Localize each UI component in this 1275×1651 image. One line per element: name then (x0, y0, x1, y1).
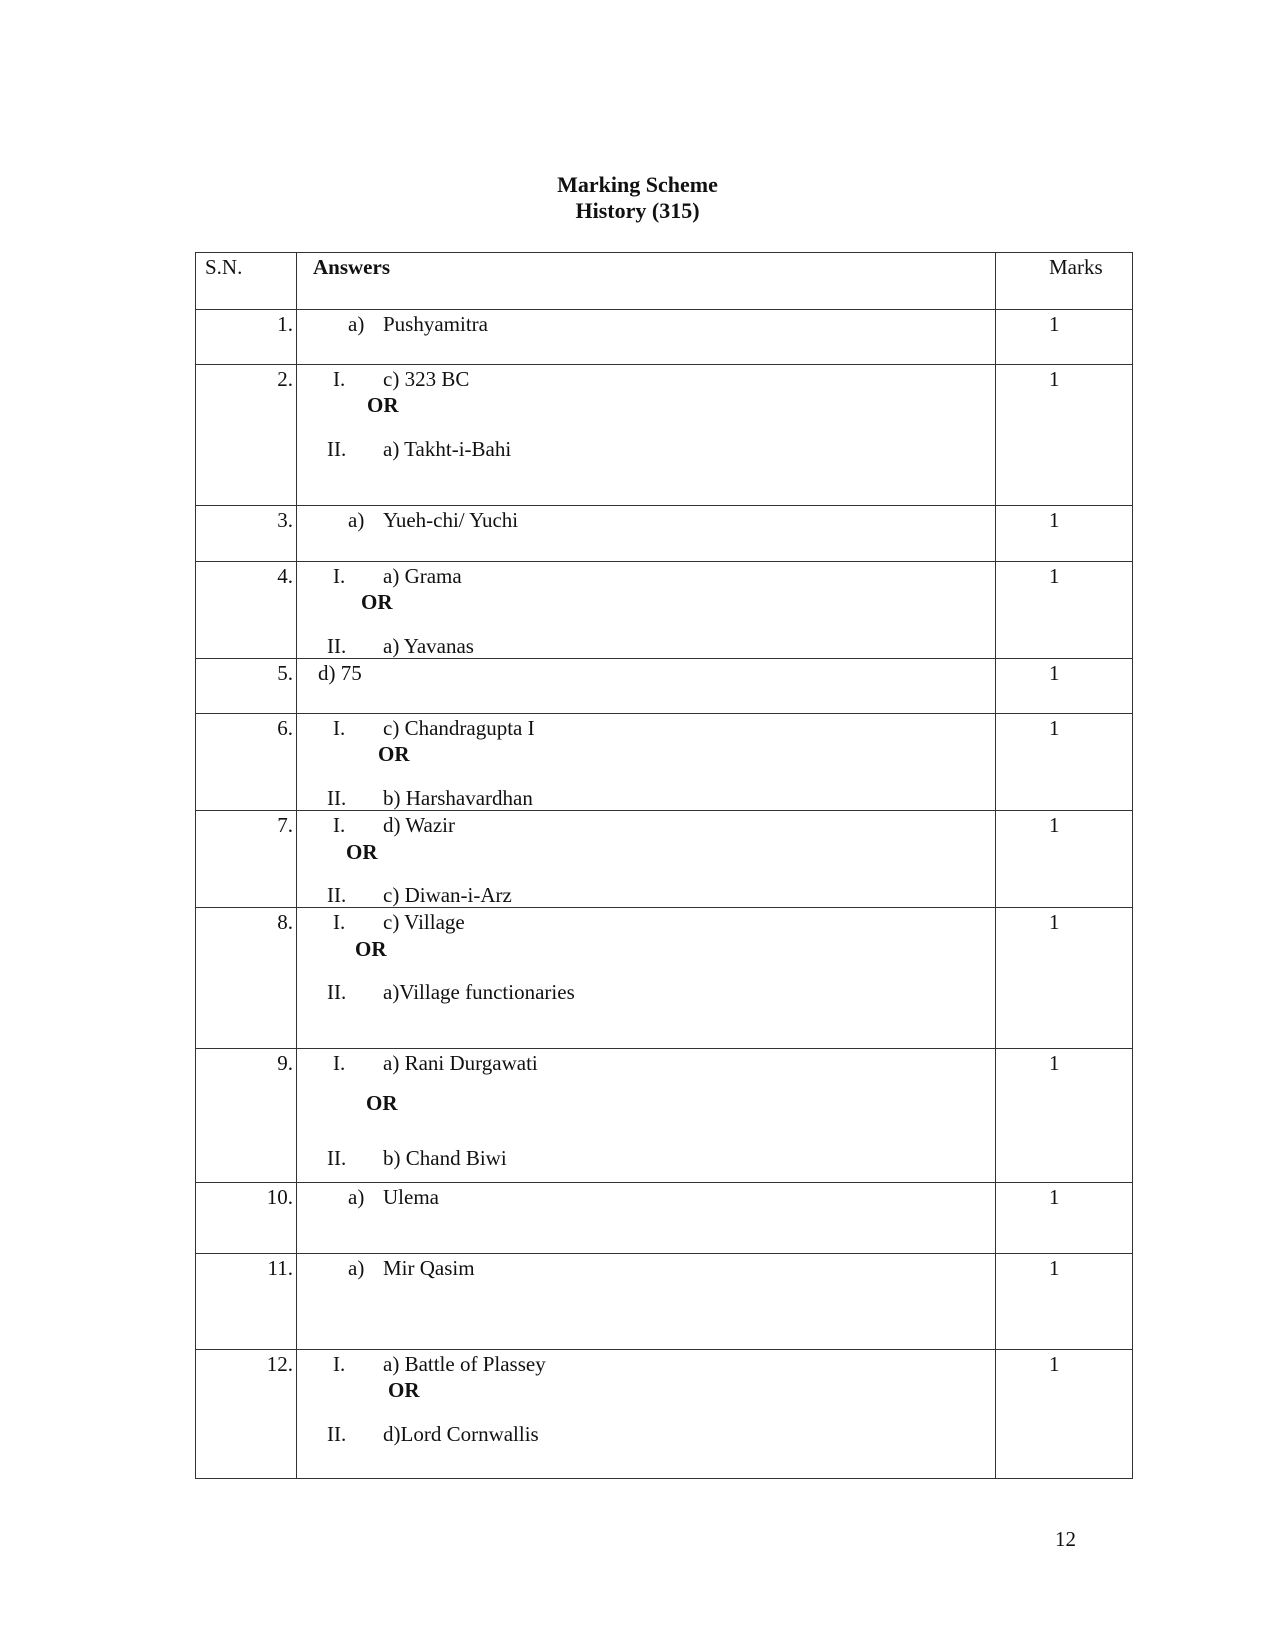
answer-text: d) Wazir (383, 813, 455, 837)
answer-text: a) Takht-i-Bahi (383, 437, 512, 461)
answer-text: b) Chand Biwi (383, 1146, 507, 1170)
answer-roman-label: II. (327, 883, 347, 907)
or-label: OR (346, 840, 378, 864)
table-hline (195, 1253, 1133, 1254)
table-vline (995, 252, 996, 1479)
row-sn: 3. (277, 508, 293, 532)
row-marks: 1 (1049, 564, 1060, 588)
row-marks: 1 (1049, 813, 1060, 837)
table-vline (296, 252, 297, 1479)
table-hline (195, 1349, 1133, 1350)
header-sn: S.N. (205, 255, 243, 279)
answer-text: c) Chandragupta I (383, 716, 535, 740)
or-label: OR (361, 590, 393, 614)
row-sn: 6. (277, 716, 293, 740)
row-sn: 9. (277, 1051, 293, 1075)
row-marks: 1 (1049, 1256, 1060, 1280)
row-sn: 10. (266, 1185, 293, 1209)
or-label: OR (355, 937, 387, 961)
row-sn: 4. (277, 564, 293, 588)
answer-roman-label: I. (333, 367, 346, 391)
answer-text: d)Lord Cornwallis (383, 1422, 539, 1446)
answer-roman-label: I. (333, 1051, 346, 1075)
answer-text: Pushyamitra (383, 312, 488, 336)
marking-table (195, 252, 1133, 1479)
header-answers: Answers (313, 255, 390, 279)
or-label: OR (367, 393, 399, 417)
answer-roman-label: I. (333, 564, 346, 588)
table-hline (195, 309, 1133, 310)
table-hline (195, 1478, 1133, 1479)
answer-text: a) Battle of Plassey (383, 1352, 546, 1376)
or-label: OR (388, 1378, 420, 1402)
table-hline (195, 252, 1133, 253)
table-hline (195, 1048, 1133, 1049)
row-sn: 2. (277, 367, 293, 391)
answer-option-label: a) (348, 1185, 365, 1209)
row-sn: 5. (277, 661, 293, 685)
row-sn: 7. (277, 813, 293, 837)
answer-roman-label: I. (333, 813, 346, 837)
row-sn: 1. (277, 312, 293, 336)
row-marks: 1 (1049, 661, 1060, 685)
header-marks: Marks (1049, 255, 1103, 279)
answer-roman-label: II. (327, 437, 347, 461)
table-hline (195, 364, 1133, 365)
page-title: Marking Scheme (557, 172, 718, 197)
answer-text: a) Rani Durgawati (383, 1051, 538, 1075)
answer-text: Mir Qasim (383, 1256, 475, 1280)
page-subtitle: History (315) (575, 198, 700, 223)
answer-roman-label: II. (327, 980, 347, 1004)
table-hline (195, 505, 1133, 506)
row-marks: 1 (1049, 910, 1060, 934)
table-vline (195, 252, 196, 1479)
answer-text: c) Village (383, 910, 465, 934)
answer-text: c) 323 BC (383, 367, 470, 391)
row-sn: 8. (277, 910, 293, 934)
row-marks: 1 (1049, 508, 1060, 532)
row-marks: 1 (1049, 1051, 1060, 1075)
answer-roman-label: I. (333, 910, 346, 934)
table-hline (195, 561, 1133, 562)
row-marks: 1 (1049, 312, 1060, 336)
row-marks: 1 (1049, 367, 1060, 391)
table-hline (195, 713, 1133, 714)
or-label: OR (366, 1091, 398, 1115)
answer-roman-label: II. (327, 634, 347, 658)
page-number: 12 (1055, 1527, 1076, 1551)
table-hline (195, 1182, 1133, 1183)
answer-option-label: a) (348, 312, 365, 336)
answer-roman-label: II. (327, 1146, 347, 1170)
answer-roman-label: I. (333, 1352, 346, 1376)
answer-text: Ulema (383, 1185, 439, 1209)
table-vline (1132, 252, 1133, 1479)
answer-roman-label: I. (333, 716, 346, 740)
or-label: OR (378, 742, 410, 766)
row-sn: 12. (266, 1352, 293, 1376)
answer-text: a)Village functionaries (383, 980, 575, 1004)
answer-option-label: a) (348, 1256, 365, 1280)
row-sn: 11. (267, 1256, 293, 1280)
row-marks: 1 (1049, 1185, 1060, 1209)
answer-option-label: a) (348, 508, 365, 532)
row-marks: 1 (1049, 1352, 1060, 1376)
answer-roman-label: II. (327, 1422, 347, 1446)
answer-roman-label: II. (327, 786, 347, 810)
answer-text: c) Diwan-i-Arz (383, 883, 512, 907)
answer-text: Yueh-chi/ Yuchi (383, 508, 519, 532)
row-marks: 1 (1049, 716, 1060, 740)
answer-text: a) Grama (383, 564, 462, 588)
answer-text: d) 75 (318, 661, 362, 685)
answer-text: b) Harshavardhan (383, 786, 533, 810)
answer-text: a) Yavanas (383, 634, 474, 658)
